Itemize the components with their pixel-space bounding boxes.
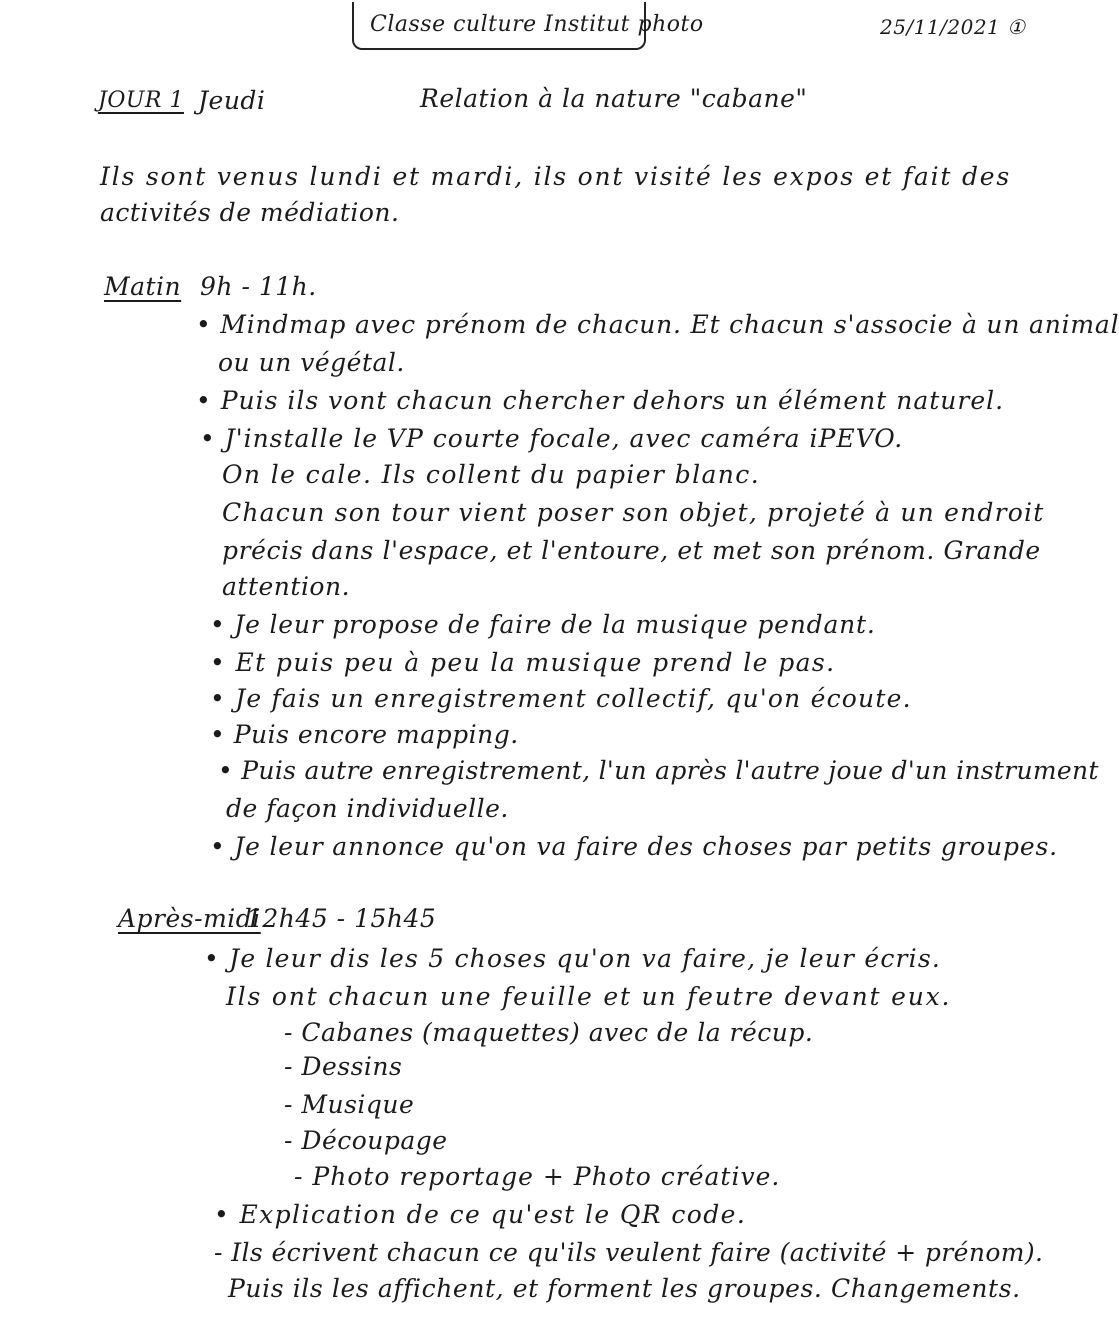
morning-line: • Puis encore mapping. bbox=[210, 720, 519, 749]
day-weekday: Jeudi bbox=[198, 86, 266, 115]
morning-line: • Je fais un enregistrement collectif, qu'on écoute. bbox=[210, 684, 912, 713]
afternoon-line: - Photo reportage + Photo créative. bbox=[294, 1162, 781, 1191]
morning-line: On le cale. Ils collent du papier blanc. bbox=[222, 460, 761, 489]
page-date: 25/11/2021 ① bbox=[880, 15, 1026, 39]
morning-line: ou un végétal. bbox=[218, 348, 405, 377]
morning-label: Matin bbox=[104, 272, 182, 301]
page-title: Classe culture Institut photo bbox=[370, 12, 704, 37]
afternoon-line: Ils ont chacun une feuille et un feutre devant eux. bbox=[226, 982, 952, 1011]
morning-line: attention. bbox=[222, 572, 351, 601]
afternoon-line: - Ils écrivent chacun ce qu'ils veulent faire (activité + prénom). bbox=[214, 1238, 1044, 1267]
morning-line: • Je leur propose de faire de la musique pendant. bbox=[210, 610, 876, 639]
morning-line: • Puis autre enregistrement, l'un après l'autre joue d'un instrument bbox=[218, 756, 1099, 785]
afternoon-line: - Dessins bbox=[284, 1052, 403, 1081]
afternoon-line: - Découpage bbox=[284, 1126, 448, 1155]
afternoon-line: - Cabanes (maquettes) avec de la récup. bbox=[284, 1018, 814, 1047]
intro-line: activités de médiation. bbox=[100, 198, 400, 227]
morning-line: • Mindmap avec prénom de chacun. Et chacun s'associe à un animal bbox=[196, 310, 1119, 339]
afternoon-line: • Je leur dis les 5 choses qu'on va faire, je leur écris. bbox=[204, 944, 942, 973]
morning-line: précis dans l'espace, et l'entoure, et met son prénom. Grande bbox=[222, 536, 1041, 565]
morning-line: • Puis ils vont chacun chercher dehors un élément naturel. bbox=[196, 386, 1005, 415]
title-box bbox=[352, 2, 704, 50]
morning-line: • Je leur annonce qu'on va faire des choses par petits groupes. bbox=[210, 832, 1058, 861]
afternoon-time: 12h45 - 15h45 bbox=[246, 904, 437, 933]
afternoon-line: - Musique bbox=[284, 1090, 415, 1119]
afternoon-line: Puis ils les affichent, et forment les groupes. Changements. bbox=[228, 1274, 1021, 1303]
morning-line: de façon individuelle. bbox=[226, 794, 509, 823]
morning-line: • Et puis peu à peu la musique prend le pas. bbox=[210, 648, 836, 677]
intro-line: Ils sont venus lundi et mardi, ils ont visité les expos et fait des bbox=[100, 162, 1012, 191]
morning-line: • J'installe le VP courte focale, avec caméra iPEVO. bbox=[200, 424, 904, 453]
afternoon-line: • Explication de ce qu'est le QR code. bbox=[214, 1200, 747, 1229]
day-label: JOUR 1 bbox=[98, 88, 184, 113]
day-theme: Relation à la nature "cabane" bbox=[420, 84, 808, 113]
afternoon-label: Après-midi bbox=[118, 904, 261, 933]
morning-time: 9h - 11h. bbox=[200, 272, 317, 301]
morning-line: Chacun son tour vient poser son objet, projeté à un endroit bbox=[222, 498, 1045, 527]
